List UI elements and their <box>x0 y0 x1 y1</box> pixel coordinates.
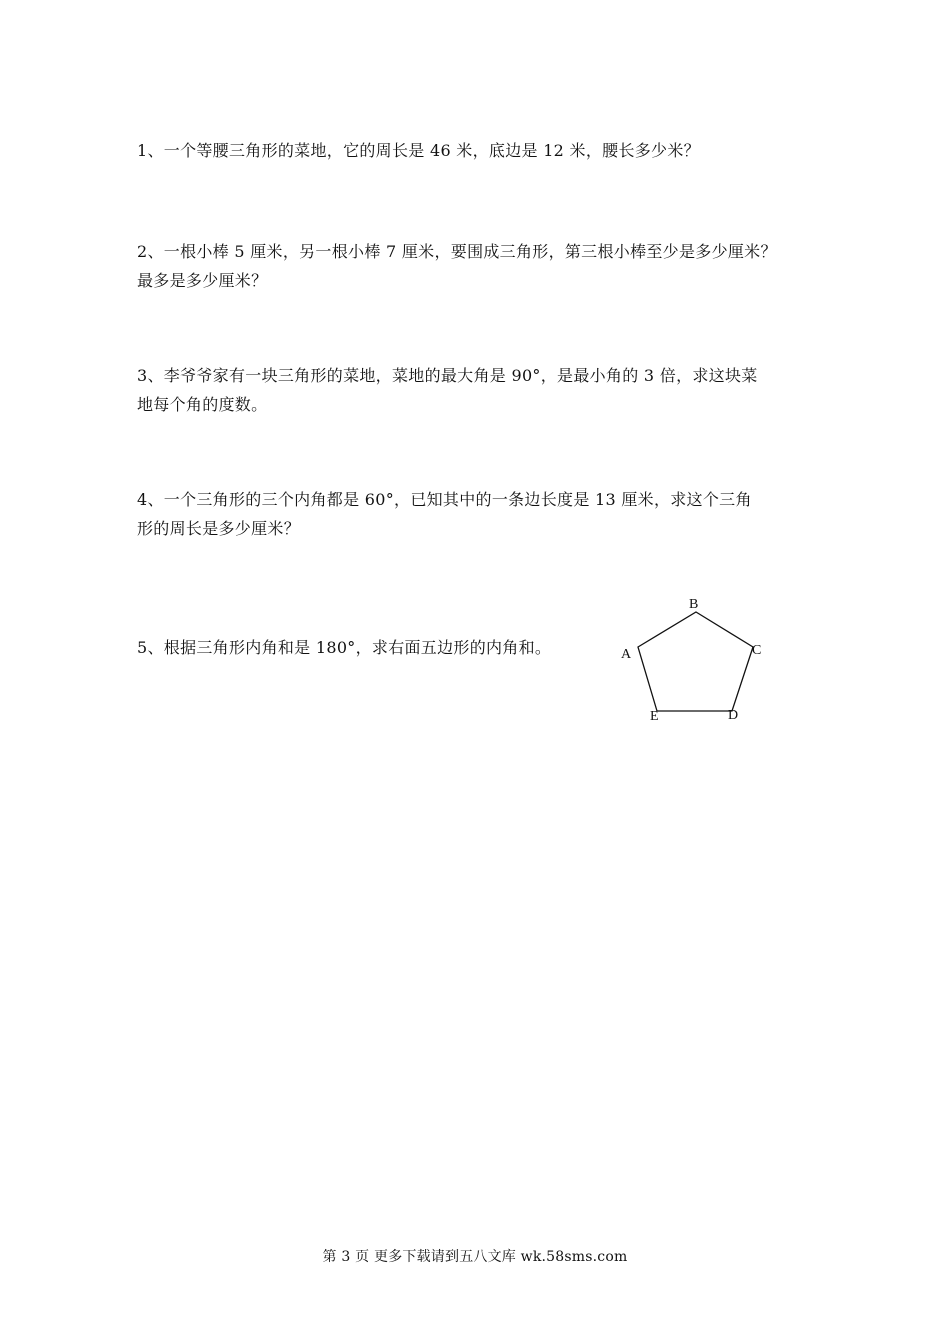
question-2 <box>137 237 877 295</box>
pentagon-diagram <box>615 590 775 725</box>
pentagon-figure <box>615 590 775 725</box>
vertex-label-c: C <box>752 643 762 658</box>
vertex-label-a: A <box>621 647 632 662</box>
question-2-line-2: 最多是多少厘米？ <box>137 271 268 290</box>
question-1 <box>137 136 877 165</box>
question-1-line-1: 1、一个等腰三角形的菜地，它的周长是 46 米，底边是 12 米，腰长多少米？ <box>137 141 700 160</box>
question-4-line-2: 形的周长是多少厘米？ <box>137 519 301 538</box>
page-footer: 第 3 页 更多下载请到五八文库 wk.58sms.com <box>322 1249 628 1265</box>
question-2-line-1: 2、一根小棒 5 厘米，另一根小棒 7 厘米，要围成三角形，第三根小棒至少是多少厘米？ <box>137 242 777 261</box>
question-3 <box>137 361 877 419</box>
pentagon-shape <box>638 612 753 711</box>
question-5-line-1: 5、根据三角形内角和是 180°，求右面五边形的内角和。 <box>137 638 552 657</box>
question-4-line-1: 4、一个三角形的三个内角都是 60°，已知其中的一条边长度是 13 厘米，求这个三角 <box>137 490 752 509</box>
vertex-label-b: B <box>689 597 699 612</box>
vertex-label-e: E <box>650 709 659 724</box>
vertex-label-d: D <box>728 708 739 723</box>
question-4 <box>137 485 877 543</box>
question-3-line-1: 3、李爷爷家有一块三角形的菜地，菜地的最大角是 90°，是最小角的 3 倍，求这块菜 <box>137 366 758 385</box>
question-3-line-2: 地每个角的度数。 <box>137 395 268 414</box>
